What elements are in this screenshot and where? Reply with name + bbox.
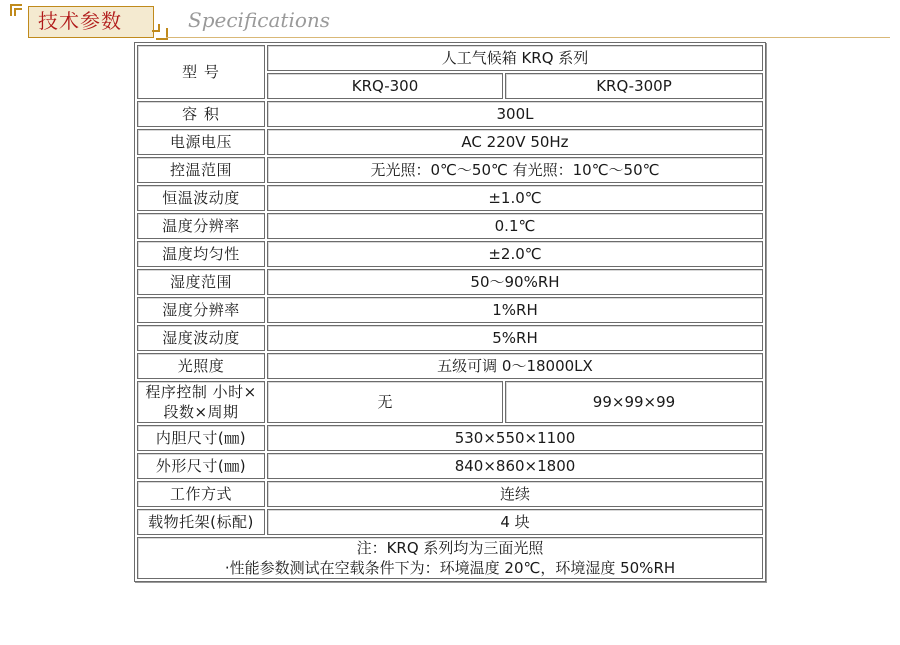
row-value: 0.1℃	[267, 213, 763, 239]
row-label: 外形尺寸(㎜)	[137, 453, 265, 479]
table-row	[137, 537, 763, 579]
row-label: 电源电压	[137, 129, 265, 155]
row-value: ±2.0℃	[267, 241, 763, 267]
row-label: 湿度波动度	[137, 325, 265, 351]
row-value: 1%RH	[267, 297, 763, 323]
row-label: 容 积	[137, 101, 265, 127]
row-value: 连续	[267, 481, 763, 507]
table-row	[137, 241, 763, 267]
table-row	[137, 297, 763, 323]
row-value: 300L	[267, 101, 763, 127]
row-value: 99×99×99	[505, 381, 763, 423]
table-row	[137, 509, 763, 535]
table-row	[137, 425, 763, 451]
row-value: 无	[267, 381, 503, 423]
corner-ornament-icon	[14, 8, 22, 16]
model-name: KRQ-300	[267, 73, 503, 99]
row-value: 50～90%RH	[267, 269, 763, 295]
row-label: 温度分辨率	[137, 213, 265, 239]
table-row	[137, 453, 763, 479]
table-row	[137, 129, 763, 155]
row-label: 湿度分辨率	[137, 297, 265, 323]
table-row	[137, 353, 763, 379]
row-label: 湿度范围	[137, 269, 265, 295]
table-row	[137, 185, 763, 211]
row-value: 530×550×1100	[267, 425, 763, 451]
section-header	[10, 4, 890, 38]
table-row	[137, 101, 763, 127]
row-label: 恒温波动度	[137, 185, 265, 211]
row-value: 5%RH	[267, 325, 763, 351]
row-label: 工作方式	[137, 481, 265, 507]
table-row	[137, 45, 763, 71]
note-line: ·性能参数测试在空载条件下为：环境温度 20℃，环境湿度 50%RH	[224, 559, 676, 577]
corner-ornament-icon	[152, 24, 160, 32]
row-value: AC 220V 50Hz	[267, 129, 763, 155]
spec-table	[134, 42, 766, 582]
row-value: 五级可调 0～18000LX	[267, 353, 763, 379]
row-value: 840×860×1800	[267, 453, 763, 479]
row-label: 光照度	[137, 353, 265, 379]
row-label: 型 号	[137, 45, 265, 99]
table-note	[137, 537, 763, 579]
note-line: 注：KRQ 系列均为三面光照	[356, 539, 544, 557]
table-row	[137, 157, 763, 183]
row-value: 4 块	[267, 509, 763, 535]
row-value: ±1.0℃	[267, 185, 763, 211]
section-title: 技术参数	[38, 9, 122, 33]
table-row	[137, 213, 763, 239]
table-row	[137, 481, 763, 507]
row-label: 内胆尺寸(㎜)	[137, 425, 265, 451]
table-row	[137, 381, 763, 423]
model-name: KRQ-300P	[505, 73, 763, 99]
section-subtitle: Specifications	[188, 8, 331, 32]
row-value: 无光照：0℃～50℃ 有光照：10℃～50℃	[267, 157, 763, 183]
row-label: 温度均匀性	[137, 241, 265, 267]
header-divider	[166, 37, 890, 38]
table-row	[137, 325, 763, 351]
row-label: 载物托架(标配)	[137, 509, 265, 535]
row-label: 控温范围	[137, 157, 265, 183]
series-name: 人工气候箱 KRQ 系列	[267, 45, 763, 71]
table-row	[137, 269, 763, 295]
row-label: 程序控制 小时×段数×周期	[137, 381, 265, 423]
